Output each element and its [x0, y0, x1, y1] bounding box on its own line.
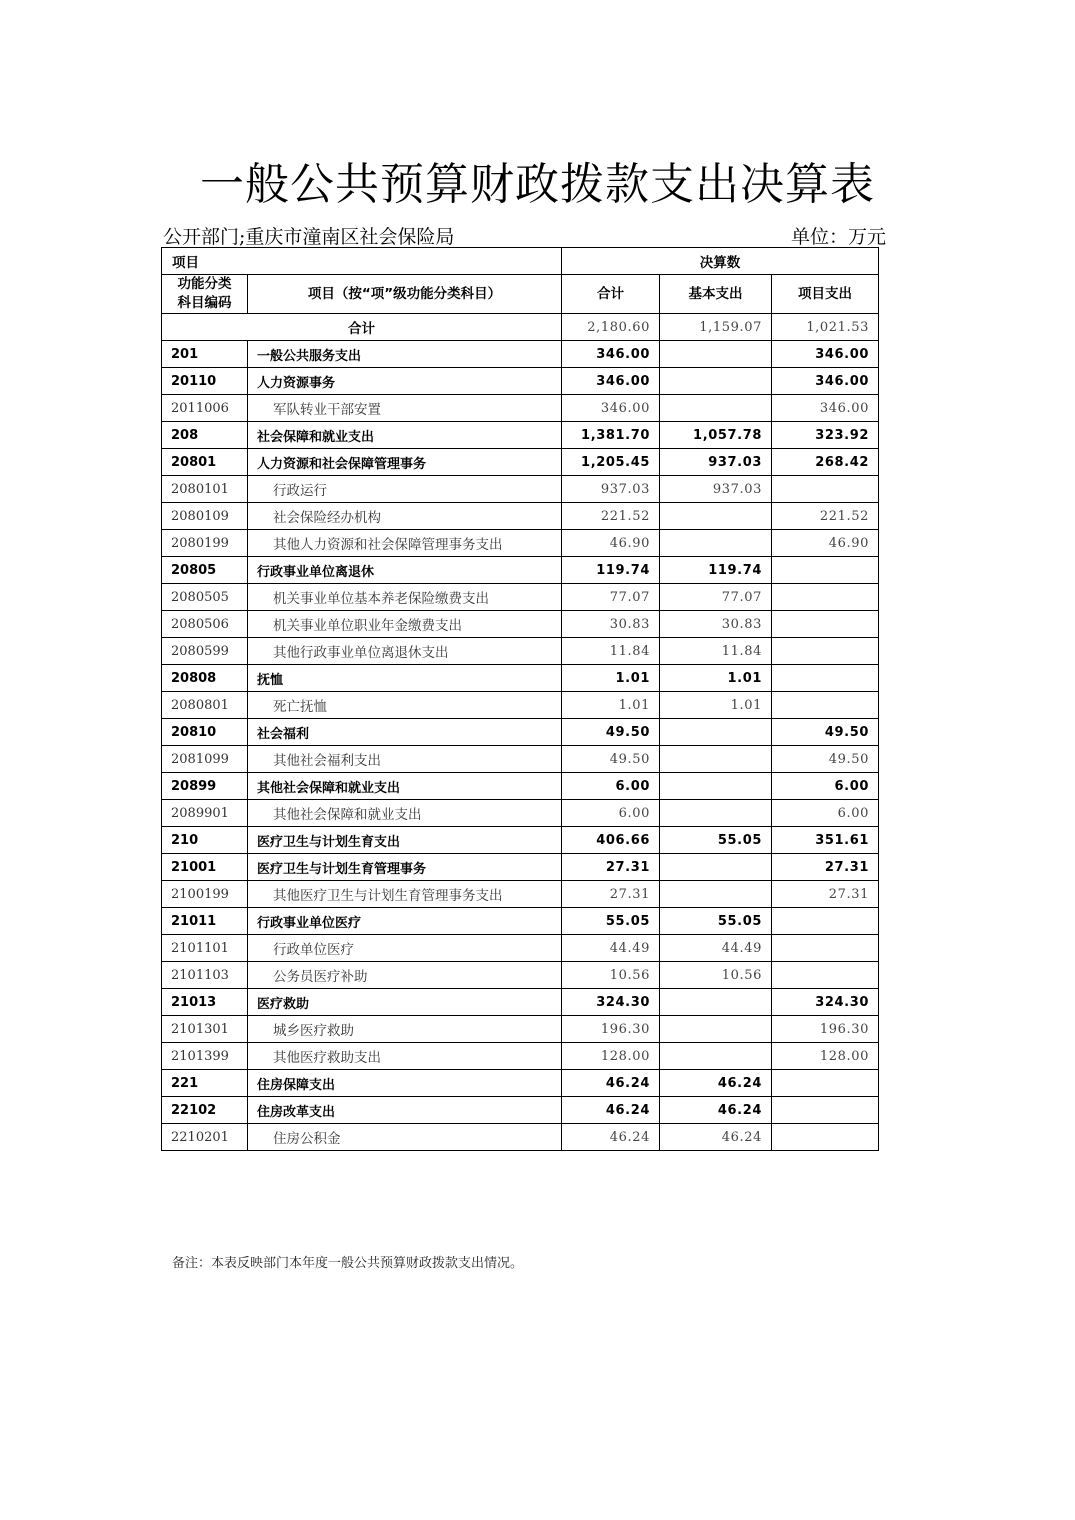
table-row — [162, 854, 879, 881]
row-code: 20801 — [162, 449, 248, 476]
row-basic: 10.56 — [660, 962, 772, 989]
header-project-expense: 项目支出 — [772, 275, 879, 314]
row-code: 20110 — [162, 368, 248, 395]
table-row — [162, 935, 879, 962]
row-name: 住房改革支出 — [248, 1097, 562, 1124]
row-code: 2080199 — [162, 530, 248, 557]
table-row — [162, 395, 879, 422]
row-code: 2101301 — [162, 1016, 248, 1043]
row-total: 1,381.70 — [562, 422, 660, 449]
row-name: 住房保障支出 — [248, 1070, 562, 1097]
row-code: 201 — [162, 341, 248, 368]
row-basic — [660, 800, 772, 827]
row-basic — [660, 881, 772, 908]
row-project: 128.00 — [772, 1043, 879, 1070]
row-total: 6.00 — [562, 773, 660, 800]
row-basic — [660, 773, 772, 800]
row-code: 2101399 — [162, 1043, 248, 1070]
row-project: 46.90 — [772, 530, 879, 557]
row-code: 21013 — [162, 989, 248, 1016]
header-final-amount: 决算数 — [562, 248, 879, 275]
row-code: 221 — [162, 1070, 248, 1097]
row-name: 其他行政事业单位离退休支出 — [248, 638, 562, 665]
row-basic — [660, 530, 772, 557]
row-name: 一般公共服务支出 — [248, 341, 562, 368]
row-project: 221.52 — [772, 503, 879, 530]
row-total: 46.24 — [562, 1070, 660, 1097]
row-name: 机关事业单位职业年金缴费支出 — [248, 611, 562, 638]
row-code: 208 — [162, 422, 248, 449]
table-row — [162, 962, 879, 989]
row-name: 抚恤 — [248, 665, 562, 692]
header-name: 项目（按“项”级功能分类科目） — [248, 275, 562, 314]
row-total: 324.30 — [562, 989, 660, 1016]
row-basic: 46.24 — [660, 1097, 772, 1124]
row-name: 军队转业干部安置 — [248, 395, 562, 422]
row-total: 119.74 — [562, 557, 660, 584]
table-row — [162, 827, 879, 854]
row-project — [772, 1097, 879, 1124]
row-project — [772, 908, 879, 935]
row-project: 346.00 — [772, 368, 879, 395]
row-project — [772, 638, 879, 665]
row-code: 210 — [162, 827, 248, 854]
unit-label: 单位：万元 — [790, 226, 886, 248]
row-project — [772, 935, 879, 962]
row-basic — [660, 746, 772, 773]
total-project: 1,021.53 — [772, 314, 879, 341]
row-name: 医疗卫生与计划生育支出 — [248, 827, 562, 854]
row-project — [772, 665, 879, 692]
row-basic: 55.05 — [660, 827, 772, 854]
row-basic — [660, 503, 772, 530]
row-project: 346.00 — [772, 341, 879, 368]
row-code: 21011 — [162, 908, 248, 935]
row-basic: 46.24 — [660, 1124, 772, 1151]
row-total: 221.52 — [562, 503, 660, 530]
row-project: 49.50 — [772, 746, 879, 773]
row-basic — [660, 854, 772, 881]
row-name: 其他医疗救助支出 — [248, 1043, 562, 1070]
row-basic — [660, 719, 772, 746]
row-code: 2080109 — [162, 503, 248, 530]
header-basic: 基本支出 — [660, 275, 772, 314]
row-project: 346.00 — [772, 395, 879, 422]
row-basic — [660, 341, 772, 368]
row-code: 2101101 — [162, 935, 248, 962]
row-code: 2080101 — [162, 476, 248, 503]
table-row — [162, 773, 879, 800]
table-row — [162, 476, 879, 503]
row-code: 2080801 — [162, 692, 248, 719]
table-row — [162, 368, 879, 395]
row-project — [772, 611, 879, 638]
table-row — [162, 665, 879, 692]
row-basic: 119.74 — [660, 557, 772, 584]
row-project — [772, 692, 879, 719]
row-project: 27.31 — [772, 881, 879, 908]
row-code: 20810 — [162, 719, 248, 746]
total-label: 合计 — [162, 314, 562, 341]
row-name: 公务员医疗补助 — [248, 962, 562, 989]
row-project: 351.61 — [772, 827, 879, 854]
row-code: 2081099 — [162, 746, 248, 773]
row-project — [772, 962, 879, 989]
row-total: 1.01 — [562, 692, 660, 719]
row-total: 196.30 — [562, 1016, 660, 1043]
row-code: 2080599 — [162, 638, 248, 665]
row-code: 2101103 — [162, 962, 248, 989]
budget-table — [161, 247, 879, 1151]
table-row — [162, 530, 879, 557]
row-total: 77.07 — [562, 584, 660, 611]
row-project: 324.30 — [772, 989, 879, 1016]
table-row — [162, 1124, 879, 1151]
row-basic: 46.24 — [660, 1070, 772, 1097]
row-name: 其他社会福利支出 — [248, 746, 562, 773]
row-total: 49.50 — [562, 719, 660, 746]
row-code: 2080505 — [162, 584, 248, 611]
row-name: 其他人力资源和社会保障管理事务支出 — [248, 530, 562, 557]
table-row — [162, 611, 879, 638]
header-total: 合计 — [562, 275, 660, 314]
row-project — [772, 584, 879, 611]
page-title: 一般公共预算财政拨款支出决算表 — [200, 159, 875, 210]
header-row-columns — [162, 275, 879, 314]
table-row — [162, 422, 879, 449]
table-row — [162, 881, 879, 908]
row-name: 行政单位医疗 — [248, 935, 562, 962]
row-total: 44.49 — [562, 935, 660, 962]
row-name: 其他社会保障和就业支出 — [248, 773, 562, 800]
header-project: 项目 — [162, 248, 562, 275]
row-total: 46.90 — [562, 530, 660, 557]
row-name: 医疗救助 — [248, 989, 562, 1016]
row-name: 人力资源事务 — [248, 368, 562, 395]
table-row — [162, 638, 879, 665]
table-row — [162, 1016, 879, 1043]
row-code: 2210201 — [162, 1124, 248, 1151]
row-basic: 30.83 — [660, 611, 772, 638]
header-row-top — [162, 248, 879, 275]
total-sum: 2,180.60 — [562, 314, 660, 341]
footnote: 备注：本表反映部门本年度一般公共预算财政拨款支出情况。 — [172, 1256, 524, 1271]
table-row — [162, 746, 879, 773]
row-name: 行政事业单位医疗 — [248, 908, 562, 935]
row-name: 社会保险经办机构 — [248, 503, 562, 530]
row-total: 406.66 — [562, 827, 660, 854]
row-total: 11.84 — [562, 638, 660, 665]
row-name: 医疗卫生与计划生育管理事务 — [248, 854, 562, 881]
row-project — [772, 557, 879, 584]
department-label: 公开部门;重庆市潼南区社会保险局 — [163, 226, 455, 248]
row-project: 268.42 — [772, 449, 879, 476]
table-row — [162, 584, 879, 611]
row-project — [772, 476, 879, 503]
row-code: 2080506 — [162, 611, 248, 638]
row-project — [772, 1070, 879, 1097]
table-row — [162, 1043, 879, 1070]
row-code: 22102 — [162, 1097, 248, 1124]
row-total: 346.00 — [562, 395, 660, 422]
total-row — [162, 314, 879, 341]
row-name: 行政事业单位离退休 — [248, 557, 562, 584]
row-project: 49.50 — [772, 719, 879, 746]
row-basic: 44.49 — [660, 935, 772, 962]
row-total: 937.03 — [562, 476, 660, 503]
row-name: 其他社会保障和就业支出 — [248, 800, 562, 827]
row-code: 2100199 — [162, 881, 248, 908]
row-basic: 937.03 — [660, 449, 772, 476]
row-total: 128.00 — [562, 1043, 660, 1070]
row-code: 2011006 — [162, 395, 248, 422]
row-basic: 1,057.78 — [660, 422, 772, 449]
row-total: 30.83 — [562, 611, 660, 638]
header-code: 功能分类科目编码 — [162, 275, 248, 314]
row-project: 6.00 — [772, 800, 879, 827]
row-basic: 937.03 — [660, 476, 772, 503]
row-basic: 1.01 — [660, 692, 772, 719]
row-total: 46.24 — [562, 1097, 660, 1124]
table-row — [162, 503, 879, 530]
row-total: 49.50 — [562, 746, 660, 773]
row-total: 55.05 — [562, 908, 660, 935]
table-row — [162, 557, 879, 584]
row-total: 346.00 — [562, 341, 660, 368]
row-name: 死亡抚恤 — [248, 692, 562, 719]
row-name: 住房公积金 — [248, 1124, 562, 1151]
row-code: 20805 — [162, 557, 248, 584]
row-project — [772, 1124, 879, 1151]
row-name: 社会保障和就业支出 — [248, 422, 562, 449]
row-project: 196.30 — [772, 1016, 879, 1043]
row-basic: 11.84 — [660, 638, 772, 665]
row-project: 323.92 — [772, 422, 879, 449]
table-row — [162, 989, 879, 1016]
row-basic — [660, 1016, 772, 1043]
row-total: 10.56 — [562, 962, 660, 989]
row-total: 27.31 — [562, 881, 660, 908]
row-code: 20899 — [162, 773, 248, 800]
table-row — [162, 449, 879, 476]
row-project: 27.31 — [772, 854, 879, 881]
table-row — [162, 1070, 879, 1097]
table-row — [162, 800, 879, 827]
row-name: 人力资源和社会保障管理事务 — [248, 449, 562, 476]
table-row — [162, 341, 879, 368]
row-code: 20808 — [162, 665, 248, 692]
total-basic: 1,159.07 — [660, 314, 772, 341]
row-total: 346.00 — [562, 368, 660, 395]
row-total: 46.24 — [562, 1124, 660, 1151]
row-basic: 55.05 — [660, 908, 772, 935]
row-code: 21001 — [162, 854, 248, 881]
row-project: 6.00 — [772, 773, 879, 800]
row-basic — [660, 1043, 772, 1070]
row-total: 1.01 — [562, 665, 660, 692]
table-row — [162, 908, 879, 935]
row-basic: 77.07 — [660, 584, 772, 611]
table-row — [162, 692, 879, 719]
row-name: 机关事业单位基本养老保险缴费支出 — [248, 584, 562, 611]
row-total: 6.00 — [562, 800, 660, 827]
row-basic — [660, 368, 772, 395]
row-basic — [660, 395, 772, 422]
row-basic: 1.01 — [660, 665, 772, 692]
row-name: 社会福利 — [248, 719, 562, 746]
row-name: 行政运行 — [248, 476, 562, 503]
row-name: 城乡医疗救助 — [248, 1016, 562, 1043]
row-total: 1,205.45 — [562, 449, 660, 476]
row-code: 2089901 — [162, 800, 248, 827]
table-row — [162, 719, 879, 746]
row-total: 27.31 — [562, 854, 660, 881]
row-name: 其他医疗卫生与计划生育管理事务支出 — [248, 881, 562, 908]
row-basic — [660, 989, 772, 1016]
table-row — [162, 1097, 879, 1124]
